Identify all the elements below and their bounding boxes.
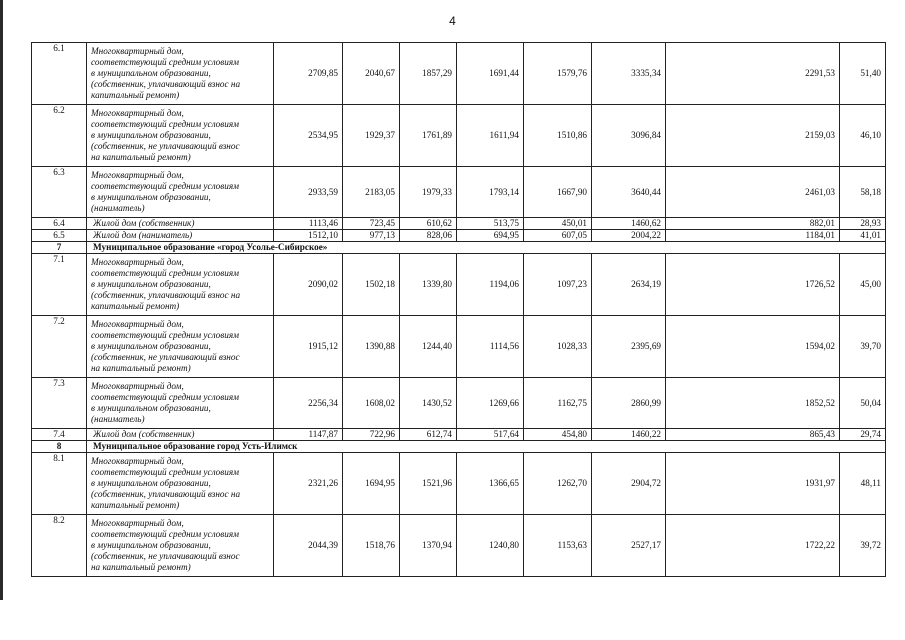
description-line: соответствующий средним условиям (91, 268, 239, 278)
value-cell: 1194,06 (457, 254, 524, 316)
description-line: Жилой дом (собственник) (93, 429, 195, 439)
value-cell: 1722,22 (666, 515, 840, 577)
value-cell: 722,96 (343, 429, 400, 441)
value-cell: 1269,66 (457, 378, 524, 429)
housing-type-description (87, 254, 274, 316)
description-line: соответствующий средним условиям (91, 392, 239, 402)
description-line: Многоквартирный дом, (91, 46, 184, 56)
value-cell: 2291,53 (666, 43, 840, 105)
value-cell: 513,75 (457, 218, 524, 230)
table-row (32, 218, 886, 230)
row-number: 6.4 (32, 218, 87, 230)
description-line: в муниципальном образовании, (91, 192, 211, 202)
section-row (32, 242, 886, 254)
value-cell: 1852,52 (666, 378, 840, 429)
value-cell: 1339,80 (400, 254, 457, 316)
value-cell: 1184,01 (666, 230, 840, 242)
description-line: (собственник, не уплачивающий взнос (91, 141, 240, 151)
value-cell: 3640,44 (592, 167, 666, 218)
value-cell: 2461,03 (666, 167, 840, 218)
value-cell: 2709,85 (274, 43, 343, 105)
description-line: Жилой дом (собственник) (93, 218, 195, 228)
housing-type-description (87, 218, 274, 230)
value-cell: 2634,19 (592, 254, 666, 316)
value-cell: 2933,59 (274, 167, 343, 218)
value-cell: 28,93 (840, 218, 886, 230)
housing-type-description (87, 105, 274, 167)
row-number: 8.2 (32, 515, 87, 577)
value-cell: 39,72 (840, 515, 886, 577)
value-cell: 1518,76 (343, 515, 400, 577)
section-row (32, 441, 886, 453)
value-cell: 612,74 (400, 429, 457, 441)
table-row (32, 515, 886, 577)
value-cell: 1113,46 (274, 218, 343, 230)
value-cell: 2004,22 (592, 230, 666, 242)
value-cell: 1244,40 (400, 316, 457, 378)
value-cell: 2860,99 (592, 378, 666, 429)
description-line: в муниципальном образовании, (91, 130, 211, 140)
housing-type-description (87, 230, 274, 242)
row-number: 7.3 (32, 378, 87, 429)
table-row (32, 378, 886, 429)
value-cell: 29,74 (840, 429, 886, 441)
description-line: соответствующий средним условиям (91, 467, 239, 477)
value-cell: 865,43 (666, 429, 840, 441)
description-line: (собственник, не уплачивающий взнос (91, 551, 240, 561)
description-line: на капитальный ремонт) (91, 363, 191, 373)
table-row (32, 43, 886, 105)
description-line: (собственник, уплачивающий взнос на (91, 79, 241, 89)
value-cell: 1726,52 (666, 254, 840, 316)
value-cell: 977,13 (343, 230, 400, 242)
value-cell: 3096,84 (592, 105, 666, 167)
description-line: Многоквартирный дом, (91, 319, 184, 329)
description-line: на капитальный ремонт) (91, 562, 191, 572)
value-cell: 1240,80 (457, 515, 524, 577)
value-cell: 1370,94 (400, 515, 457, 577)
value-cell: 882,01 (666, 218, 840, 230)
tariff-table (31, 42, 886, 577)
value-cell: 2321,26 (274, 453, 343, 515)
value-cell: 1611,94 (457, 105, 524, 167)
value-cell: 2090,02 (274, 254, 343, 316)
section-title: Муниципальное образование «город Усолье-Сибирское» (87, 242, 886, 254)
description-line: в муниципальном образовании, (91, 540, 211, 550)
value-cell: 3335,34 (592, 43, 666, 105)
value-cell: 1915,12 (274, 316, 343, 378)
value-cell: 1460,22 (592, 429, 666, 441)
row-number: 6.2 (32, 105, 87, 167)
housing-type-description (87, 515, 274, 577)
description-line: Многоквартирный дом, (91, 170, 184, 180)
value-cell: 1931,97 (666, 453, 840, 515)
description-line: Многоквартирный дом, (91, 257, 184, 267)
description-line: соответствующий средним условиям (91, 57, 239, 67)
description-line: соответствующий средним условиям (91, 529, 239, 539)
value-cell: 1761,89 (400, 105, 457, 167)
value-cell: 828,06 (400, 230, 457, 242)
description-line: капитальный ремонт) (91, 301, 180, 311)
value-cell: 2395,69 (592, 316, 666, 378)
value-cell: 39,70 (840, 316, 886, 378)
table-row (32, 167, 886, 218)
value-cell: 1502,18 (343, 254, 400, 316)
value-cell: 607,05 (524, 230, 592, 242)
housing-type-description (87, 453, 274, 515)
description-line: Жилой дом (наниматель) (93, 230, 193, 240)
value-cell: 50,04 (840, 378, 886, 429)
value-cell: 454,80 (524, 429, 592, 441)
row-number: 7.1 (32, 254, 87, 316)
table-row (32, 453, 886, 515)
description-line: (собственник, не уплачивающий взнос (91, 352, 240, 362)
description-line: капитальный ремонт) (91, 90, 180, 100)
row-number: 7.4 (32, 429, 87, 441)
table-row (32, 316, 886, 378)
value-cell: 723,45 (343, 218, 400, 230)
value-cell: 1929,37 (343, 105, 400, 167)
value-cell: 1521,96 (400, 453, 457, 515)
value-cell: 2040,67 (343, 43, 400, 105)
value-cell: 1262,70 (524, 453, 592, 515)
value-cell: 2256,34 (274, 378, 343, 429)
housing-type-description (87, 43, 274, 105)
value-cell: 1694,95 (343, 453, 400, 515)
row-number: 8.1 (32, 453, 87, 515)
value-cell: 1430,52 (400, 378, 457, 429)
value-cell: 2527,17 (592, 515, 666, 577)
value-cell: 1594,02 (666, 316, 840, 378)
description-line: в муниципальном образовании, (91, 279, 211, 289)
value-cell: 1857,29 (400, 43, 457, 105)
row-number: 6.3 (32, 167, 87, 218)
value-cell: 1097,23 (524, 254, 592, 316)
value-cell: 1366,65 (457, 453, 524, 515)
value-cell: 1510,86 (524, 105, 592, 167)
table-row (32, 105, 886, 167)
value-cell: 46,10 (840, 105, 886, 167)
description-line: Многоквартирный дом, (91, 518, 184, 528)
value-cell: 45,00 (840, 254, 886, 316)
table-row (32, 429, 886, 441)
description-line: в муниципальном образовании, (91, 68, 211, 78)
value-cell: 1667,90 (524, 167, 592, 218)
description-line: соответствующий средним условиям (91, 119, 239, 129)
value-cell: 1390,88 (343, 316, 400, 378)
value-cell: 41,01 (840, 230, 886, 242)
section-number: 8 (32, 441, 87, 453)
description-line: в муниципальном образовании, (91, 478, 211, 488)
value-cell: 610,62 (400, 218, 457, 230)
row-number: 6.1 (32, 43, 87, 105)
value-cell: 1579,76 (524, 43, 592, 105)
value-cell: 1979,33 (400, 167, 457, 218)
value-cell: 1028,33 (524, 316, 592, 378)
description-line: (наниматель) (91, 203, 145, 213)
scan-edge (0, 0, 3, 600)
value-cell: 48,11 (840, 453, 886, 515)
value-cell: 1114,56 (457, 316, 524, 378)
housing-type-description (87, 378, 274, 429)
value-cell: 1162,75 (524, 378, 592, 429)
value-cell: 2534,95 (274, 105, 343, 167)
value-cell: 694,95 (457, 230, 524, 242)
value-cell: 1460,62 (592, 218, 666, 230)
value-cell: 2183,05 (343, 167, 400, 218)
description-line: в муниципальном образовании, (91, 403, 211, 413)
housing-type-description (87, 429, 274, 441)
description-line: соответствующий средним условиям (91, 330, 239, 340)
description-line: соответствующий средним условиям (91, 181, 239, 191)
description-line: (наниматель) (91, 414, 145, 424)
description-line: капитальный ремонт) (91, 500, 180, 510)
description-line: Многоквартирный дом, (91, 456, 184, 466)
value-cell: 1512,10 (274, 230, 343, 242)
table-row (32, 254, 886, 316)
value-cell: 2159,03 (666, 105, 840, 167)
description-line: Многоквартирный дом, (91, 108, 184, 118)
table-row (32, 230, 886, 242)
value-cell: 1608,02 (343, 378, 400, 429)
description-line: Многоквартирный дом, (91, 381, 184, 391)
description-line: на капитальный ремонт) (91, 152, 191, 162)
value-cell: 1793,14 (457, 167, 524, 218)
value-cell: 1691,44 (457, 43, 524, 105)
row-number: 6.5 (32, 230, 87, 242)
value-cell: 450,01 (524, 218, 592, 230)
page-number: 4 (449, 14, 456, 28)
description-line: в муниципальном образовании, (91, 341, 211, 351)
value-cell: 51,40 (840, 43, 886, 105)
value-cell: 2904,72 (592, 453, 666, 515)
description-line: (собственник, уплачивающий взнос на (91, 290, 241, 300)
value-cell: 2044,39 (274, 515, 343, 577)
value-cell: 58,18 (840, 167, 886, 218)
housing-type-description (87, 167, 274, 218)
table-body (32, 43, 886, 577)
section-number: 7 (32, 242, 87, 254)
value-cell: 1147,87 (274, 429, 343, 441)
value-cell: 517,64 (457, 429, 524, 441)
description-line: (собственник, уплачивающий взнос на (91, 489, 241, 499)
value-cell: 1153,63 (524, 515, 592, 577)
housing-type-description (87, 316, 274, 378)
section-title: Муниципальное образование город Усть-Илимск (87, 441, 886, 453)
row-number: 7.2 (32, 316, 87, 378)
